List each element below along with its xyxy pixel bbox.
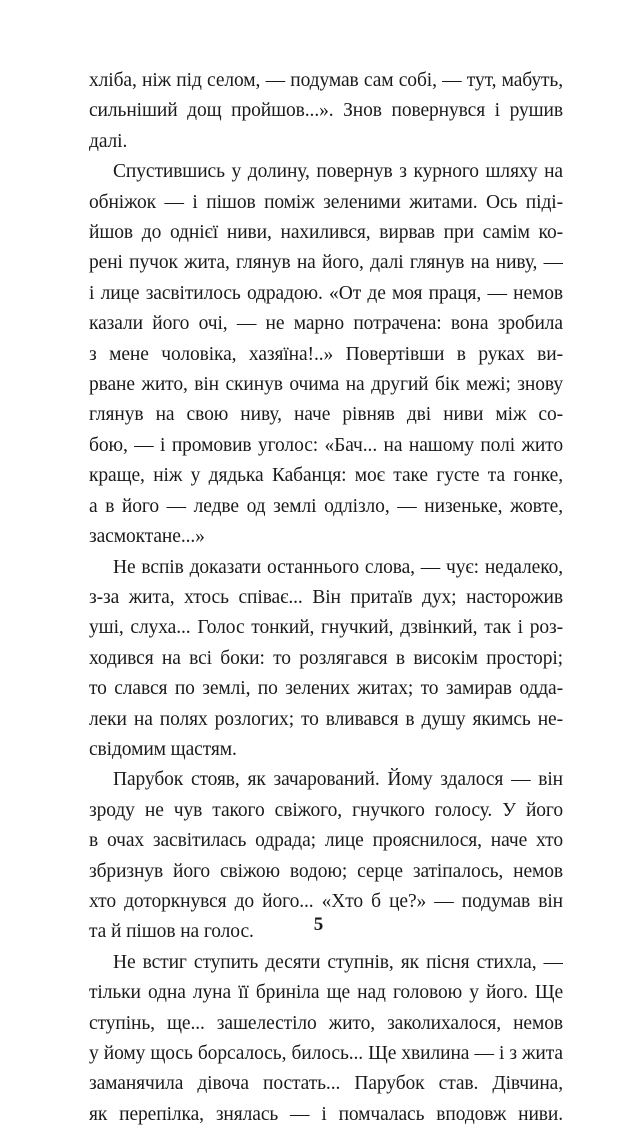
- text-line: в очах засвітилась одрада; лице прояснилося, наче хто: [89, 830, 563, 852]
- page-text: [89, 66, 563, 1130]
- text-line: заманячила дівоча постать... Парубок став. Дівчина,: [89, 1073, 563, 1095]
- text-line: та й пішов на голос.: [89, 921, 254, 943]
- text-line: засмоктане...»: [89, 526, 205, 548]
- text-line: то слався по землі, по зелених житах; то замирав оддa-: [89, 678, 563, 700]
- text-line: обніжок — і пішов поміж зеленими житами. Ось піді-: [89, 191, 563, 213]
- text-line: глянув на свою ниву, наче рівняв дві ниви між со-: [89, 404, 563, 426]
- text-line: свідомим щастям.: [89, 738, 237, 760]
- text-line: тільки одна луна її бриніла ще над головою у його. Ще: [89, 982, 563, 1004]
- text-line: з мене чоловіка, хазяїна!..» Повертівши в руках ви-: [89, 343, 563, 365]
- text-line: бою, — і промовив уголос: «Бач... на нашому полі жито: [89, 434, 563, 456]
- paragraph: [89, 948, 563, 1130]
- text-line: казали його очі, — не марно потрачена: вона зробила: [89, 313, 563, 335]
- text-line: як перепілка, знялась — і помчалась вподовж ниви.: [89, 1103, 563, 1125]
- text-line: рені пучок жита, глянув на його, далі глянув на ниву, —: [89, 252, 563, 274]
- text-line: йшов до однієї ниви, нахилився, вирвав при самім ко-: [89, 222, 563, 244]
- text-line: далі.: [89, 130, 128, 152]
- paragraph: [89, 157, 563, 552]
- text-line: зроду не чув такого свіжого, гнучкого голосу. У його: [89, 799, 563, 821]
- text-line: з-за жита, хтось співає... Він притаїв дух; насторожив: [89, 586, 563, 608]
- text-line: рване жито, він скинув очима на другий бік межі; знову: [89, 374, 563, 396]
- text-line: хто доторкнувся до його... «Хто б це?» — подумав він: [89, 890, 563, 912]
- text-line: Спустившись у долину, повернув з курного шляху на: [113, 161, 563, 183]
- paragraph: [89, 66, 563, 157]
- page-number: 5: [313, 914, 324, 935]
- text-line: а в його — ледве од землі одлізло, — низеньке, жовте,: [89, 495, 563, 517]
- text-line: ступінь, ще... зашелестіло жито, заколихалося, немов: [89, 1012, 563, 1034]
- text-line: і лице засвітилось одрадою. «От де моя праця, — немов: [89, 282, 563, 304]
- text-line: хліба, ніж під селом, — подумав сам собі, — тут, мабуть,: [89, 70, 563, 91]
- text-line: ходився на всі боки: то розлягався в високім просторі;: [89, 647, 563, 669]
- text-line: збризнув його свіжою водою; серце затіпалось, немов: [89, 860, 563, 882]
- text-line: краще, ніж у дядька Кабанця: моє таке густе та гонке,: [89, 465, 563, 487]
- text-line: Не встиг ступить десяти ступнів, як пісня стихла, —: [113, 951, 563, 973]
- text-line: Парубок стояв, як зачарований. Йому здалося — він: [113, 769, 563, 791]
- text-line: леки на полях розлогих; то вливався в душу якимсь не-: [89, 708, 563, 730]
- text-line: сильніший дощ пройшов...». Знов повернувся і рушив: [89, 100, 563, 122]
- text-line: уші, слуха... Голос тонкий, гнучкий, дзвінкий, так і роз-: [89, 617, 563, 639]
- text-line: Не вспів доказати останнього слова, — чує: недалеко,: [113, 556, 563, 578]
- text-line: у йому щось борсалось, билось... Ще хвилина — і з жита: [89, 1043, 563, 1064]
- paragraph: [89, 553, 563, 766]
